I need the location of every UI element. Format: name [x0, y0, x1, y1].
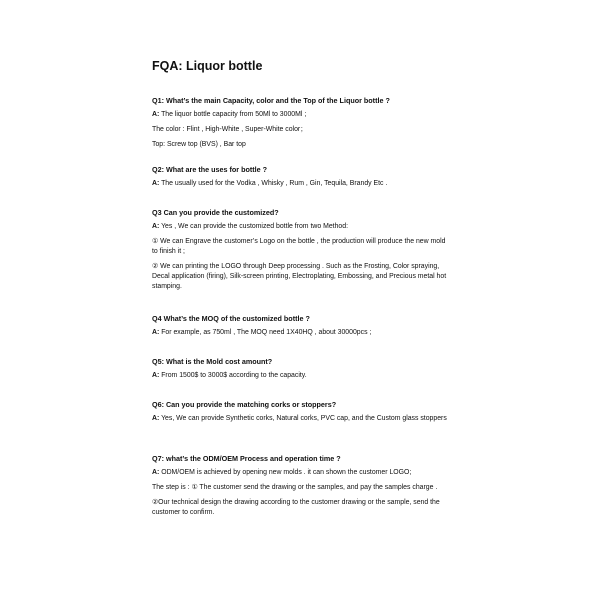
q3-question: Q3 Can you provide the customized? [152, 208, 279, 217]
q1-line2: The color : Flint , High-White , Super-White color； [152, 126, 308, 133]
q6-answer [152, 414, 452, 424]
q1-question: Q1: What’s the main Capacity, color and the Top of the Liquor bottle ? [152, 96, 390, 105]
faq-q5 [152, 357, 452, 381]
q5-answer-text: From 1500$ to 3000$ according to the capacity. [161, 372, 307, 379]
q7-answer-text: ODM/OEM is achieved by opening new molds . it can shown the customer LOGO; [161, 469, 412, 476]
q2-question: Q2: What are the uses for bottle ? [152, 165, 268, 174]
faq-q1 [152, 96, 452, 150]
q4-answer [152, 328, 452, 338]
q6-answer-label: A: [152, 415, 160, 422]
q4-answer-label: A: [152, 329, 160, 336]
page-title: FQA: Liquor bottle [152, 59, 263, 73]
q2-answer-label: A: [152, 180, 160, 187]
q1-answer-text: The liquor bottle capacity from 50Ml to 3000Ml ; [161, 111, 307, 118]
q3-answer-label: A: [152, 223, 160, 230]
faq-q2 [152, 165, 452, 189]
q5-answer [152, 371, 452, 381]
q3-item1: ① We can Engrave the customer’s Logo on the bottle , the production will produce the new mold to finish it ; [152, 238, 446, 255]
q3-answer-text: Yes , We can provide the customized bottle from two Method: [161, 223, 348, 230]
q4-question: Q4 What’s the MOQ of the customized bottle ? [152, 314, 310, 323]
q7-step1: The step is : ① The customer send the drawing or the samples, and pay the samples charge . [152, 484, 438, 491]
q5-question: Q5: What is the Mold cost amount? [152, 357, 273, 366]
q2-answer-text: The usually used for the Vodka , Whisky , Rum , Gin, Tequila, Brandy Etc . [161, 180, 388, 187]
q6-answer-text: Yes, We can provide Synthetic corks, Natural corks, PVC cap, and the Custom glass stoppers [161, 415, 447, 422]
q4-answer-text: For example, as 750ml , The MOQ need 1X40HQ , about 30000pcs ; [161, 329, 372, 336]
q7-answer [152, 468, 452, 478]
q7-step2: ②Our technical design the drawing according to the customer drawing or the sample, send the customer to confirm. [152, 499, 440, 516]
q1-line3: Top: Screw top (BVS) , Bar top [152, 141, 246, 148]
q7-question: Q7: what’s the ODM/OEM Process and operation time ? [152, 454, 341, 463]
q3-answer [152, 222, 452, 232]
faq-q7 [152, 454, 452, 518]
faq-q4 [152, 314, 452, 338]
q6-question: Q6: Can you provide the matching corks or stoppers? [152, 400, 337, 409]
q5-answer-label: A: [152, 372, 160, 379]
faq-q3 [152, 208, 452, 292]
q1-answer-label: A: [152, 111, 160, 118]
q1-answer [152, 110, 452, 120]
q3-item2: ② We can printing the LOGO through Deep processing . Such as the Frosting, Color spraying, Decal application (firing), Silk-screen printing, Electroplating, Embossing, and Precious metal hot stamping. [152, 263, 447, 290]
faq-q6 [152, 400, 452, 424]
q2-answer [152, 179, 452, 189]
q7-answer-label: A: [152, 469, 160, 476]
